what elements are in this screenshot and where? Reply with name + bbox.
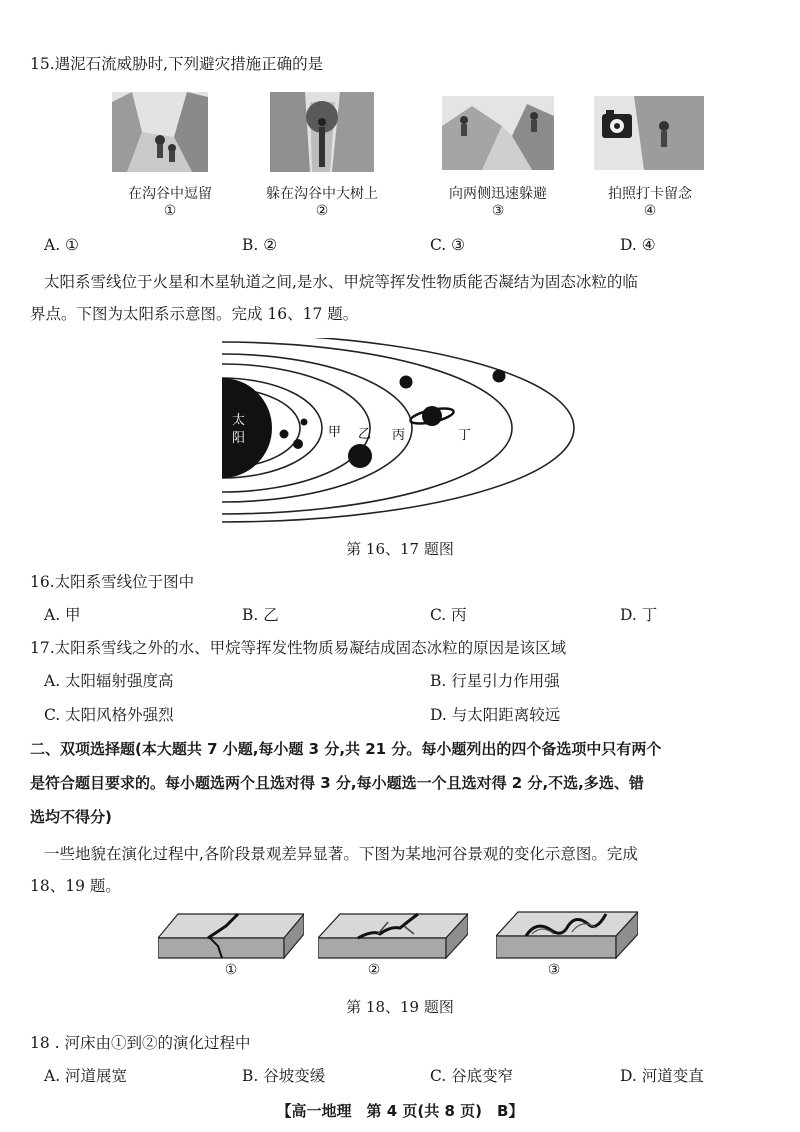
planet-earth (293, 439, 303, 449)
q15-caption-1: 在沟谷中逗留 (128, 186, 212, 202)
q15-picture-1 (112, 92, 208, 172)
sun-label-1: 太 (232, 413, 246, 428)
question-17-stem: 17.太阳系雪线之外的水、甲烷等挥发性物质易凝结成固态冰粒的原因是该区域 (30, 639, 567, 657)
q15-num-4: ④ (643, 203, 657, 219)
passage-2-line-2: 18、19 题。 (30, 877, 121, 895)
q15-option-b[interactable]: B. ② (242, 236, 278, 254)
q15-num-2: ② (315, 203, 329, 219)
label-ding: 丁 (458, 428, 472, 443)
q15-num-1: ① (163, 203, 177, 219)
q16-option-c[interactable]: C. 丙 (430, 606, 467, 624)
planet-saturn (409, 406, 455, 427)
q15-caption-2: 躲在沟谷中大树上 (266, 186, 378, 202)
sun-label-2: 阳 (232, 431, 246, 446)
q15-caption-3: 向两侧迅速躲避 (449, 186, 547, 202)
tree-in-ravine-illustration (270, 92, 374, 172)
q18-option-b[interactable]: B. 谷坡变缓 (242, 1067, 326, 1085)
planet-venus (280, 430, 289, 439)
label-jia: 甲 (328, 425, 342, 440)
question-16-stem: 16.太阳系雪线位于图中 (30, 573, 195, 591)
label-yi: 乙 (358, 427, 372, 442)
section-2-line-1: 二、双项选择题(本大题共 7 小题,每小题 3 分,共 21 分。每小题列出的四个备选项中只有两个 (30, 740, 662, 758)
valley-block-1 (158, 912, 304, 960)
q18-option-a[interactable]: A. 河道展宽 (44, 1067, 128, 1085)
escape-sideways-illustration (442, 96, 554, 170)
question-15-stem: 15.遇泥石流威胁时,下列避灾措施正确的是 (30, 55, 324, 73)
section-2-line-2: 是符合题目要求的。每小题选两个且选对得 3 分,每小题选一个且选对得 2 分,不选,多选、错 (30, 774, 644, 792)
sun-icon (222, 378, 272, 478)
solar-system-figure (222, 338, 582, 524)
ravine-scene-illustration (112, 92, 208, 172)
valley-stage-1-image (158, 912, 304, 960)
valley-stage-2-image (318, 912, 468, 960)
passage-1-line-1: 太阳系雪线位于火星和木星轨道之间,是水、甲烷等挥发性物质能否凝结为固态冰粒的临 (44, 273, 638, 291)
valley-block-2 (318, 912, 468, 960)
planet-mars (301, 419, 308, 426)
planet-neptune (493, 370, 506, 383)
q15-num-3: ③ (491, 203, 505, 219)
valley-num-2: ② (367, 962, 381, 978)
q15-option-a[interactable]: A. ① (44, 236, 79, 254)
q15-picture-4 (594, 96, 704, 170)
question-18-stem: 18 . 河床由①到②的演化过程中 (30, 1034, 251, 1052)
q17-option-a[interactable]: A. 太阳辐射强度高 (44, 672, 174, 690)
q16-option-d[interactable]: D. 丁 (620, 606, 658, 624)
q15-caption-4: 拍照打卡留念 (608, 186, 692, 202)
q16-option-b[interactable]: B. 乙 (242, 606, 279, 624)
q18-option-c[interactable]: C. 谷底变窄 (430, 1067, 514, 1085)
q15-option-d[interactable]: D. ④ (620, 236, 656, 254)
solar-system-diagram (222, 338, 582, 524)
figure-18-19-caption: 第 18、19 题图 (346, 998, 454, 1016)
q17-option-d[interactable]: D. 与太阳距离较远 (430, 706, 561, 724)
valley-num-3: ③ (547, 962, 561, 978)
page-footer: 【高一地理 第 4 页(共 8 页) B】 (276, 1102, 524, 1120)
figure-16-17-caption: 第 16、17 题图 (346, 540, 454, 558)
q18-option-d[interactable]: D. 河道变直 (620, 1067, 704, 1085)
q17-option-c[interactable]: C. 太阳风格外强烈 (44, 706, 174, 724)
planet-jupiter (348, 444, 372, 468)
q17-option-b[interactable]: B. 行星引力作用强 (430, 672, 560, 690)
valley-stage-3-image (496, 908, 638, 960)
planet-uranus (400, 376, 413, 389)
section-2-line-3: 选均不得分) (30, 808, 112, 826)
planet-mercury (263, 421, 269, 427)
valley-num-1: ① (224, 962, 238, 978)
taking-photo-illustration (594, 96, 704, 170)
passage-2-line-1: 一些地貌在演化过程中,各阶段景观差异显著。下图为某地河谷景观的变化示意图。完成 (44, 845, 638, 863)
q15-option-c[interactable]: C. ③ (430, 236, 466, 254)
q16-option-a[interactable]: A. 甲 (44, 606, 81, 624)
valley-block-3 (496, 908, 638, 960)
label-bing: 丙 (392, 428, 406, 443)
q15-picture-3 (442, 96, 554, 170)
q15-picture-2 (270, 92, 374, 172)
passage-1-line-2: 界点。下图为太阳系示意图。完成 16、17 题。 (30, 305, 359, 323)
